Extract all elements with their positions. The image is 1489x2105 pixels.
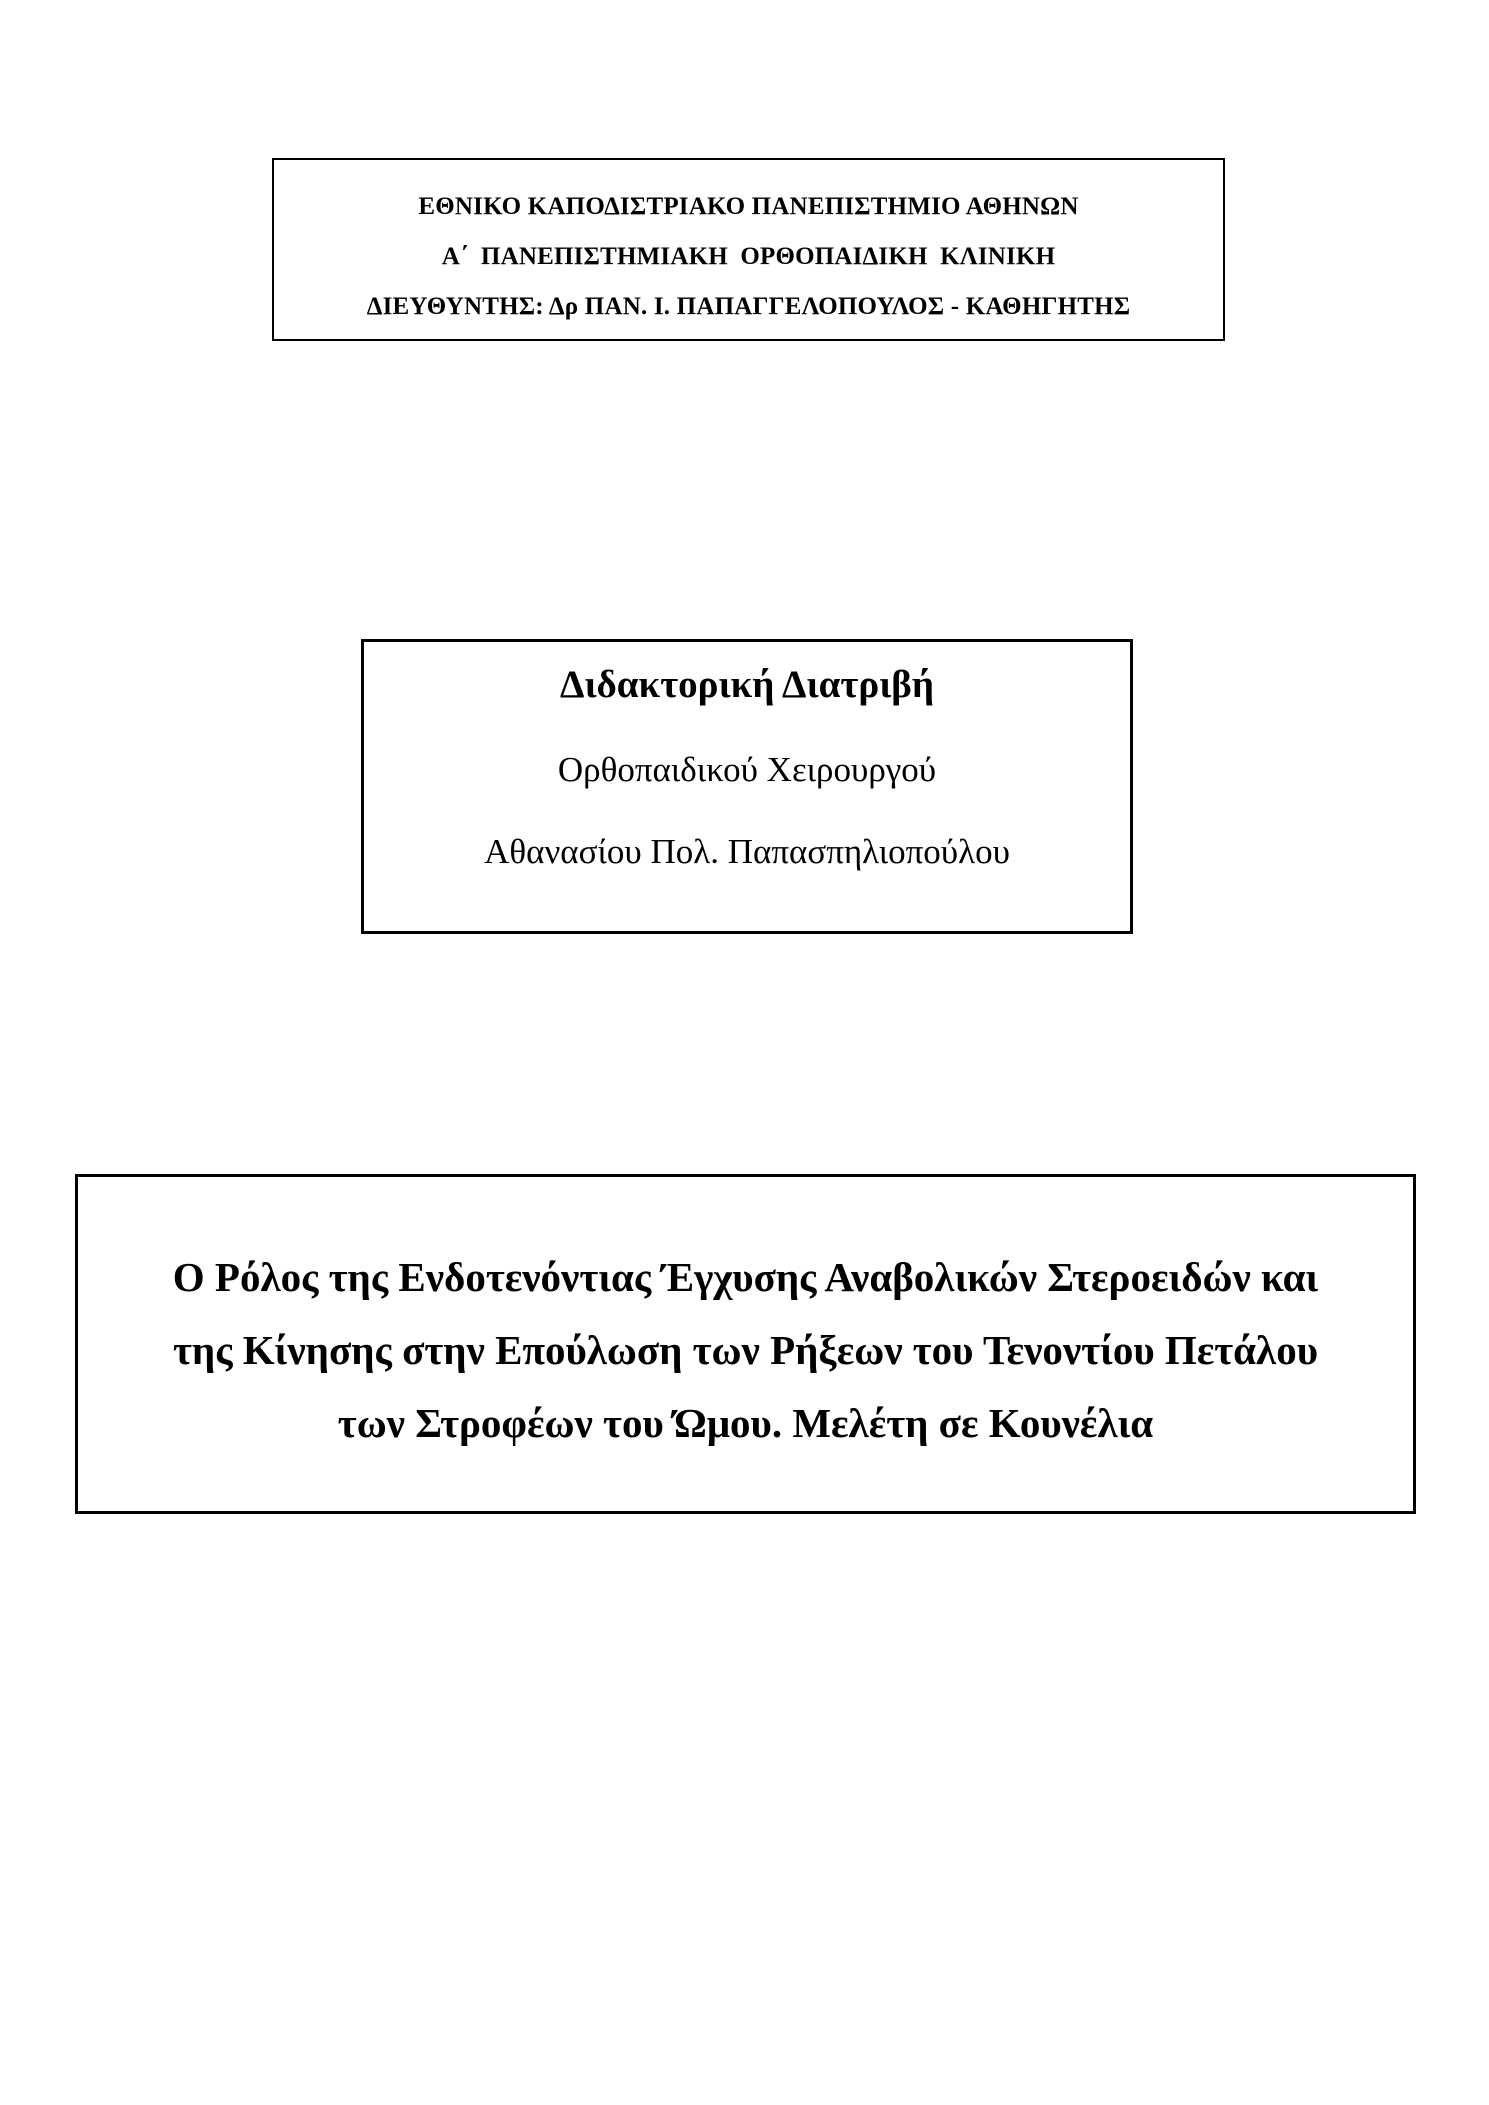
- director-line: ΔΙΕΥΘΥΝΤΗΣ: Δρ ΠΑΝ. Ι. ΠΑΠΑΓΓΕΛΟΠΟΥΛΟΣ - ΚΑΘΗΓΗΤΗΣ: [366, 293, 1131, 320]
- thesis-author: Αθανασίου Πολ. Παπασπηλιοπούλου: [484, 832, 1010, 871]
- clinic-name: Α΄ ΠΑΝΕΠΙΣΤΗΜΙΑΚΗ ΟΡΘΟΠΑΙΔΙΚΗ ΚΛΙΝΙΚΗ: [441, 243, 1056, 270]
- thesis-info-box: [361, 639, 1133, 934]
- thesis-title-box: [75, 1174, 1416, 1514]
- thesis-title: [78, 1241, 1413, 1460]
- institution-header-box: [272, 158, 1225, 341]
- thesis-type: Διδακτορική Διατριβή: [560, 663, 934, 706]
- thesis-title-line: των Στροφέων του Ώμου. Μελέτη σε Κουνέλια: [337, 1400, 1154, 1446]
- thesis-subtitle: Ορθοπαιδικού Χειρουργού: [557, 750, 937, 789]
- university-name: ΕΘΝΙΚΟ ΚΑΠΟΔΙΣΤΡΙΑΚΟ ΠΑΝΕΠΙΣΤΗΜΙΟ ΑΘΗΝΩΝ: [418, 193, 1079, 220]
- thesis-title-line: της Κίνησης στην Επούλωση των Ρήξεων του Τενοντίου Πετάλου: [173, 1327, 1318, 1373]
- thesis-title-line: Ο Ρόλος της Ενδοτενόντιας Έγχυσης Αναβολικών Στεροειδών και: [172, 1254, 1319, 1300]
